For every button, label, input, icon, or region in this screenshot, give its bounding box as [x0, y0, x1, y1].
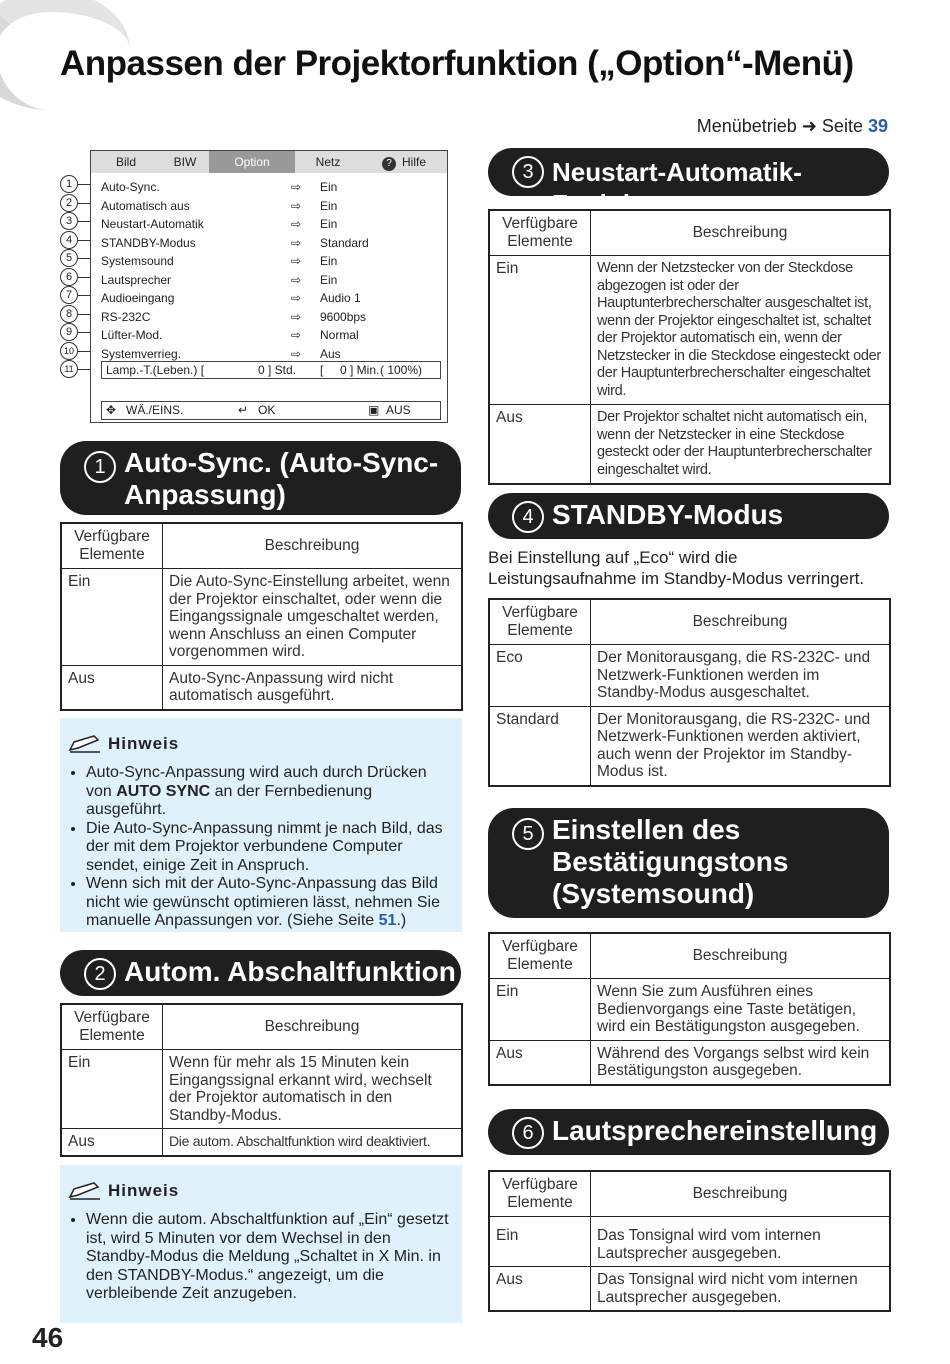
osd-row-standby[interactable]: STANDBY-Modus ⇨ Standard [101, 234, 441, 253]
menu-ref-page-label: Seite [821, 116, 863, 136]
osd-tab-option[interactable]: Option [209, 151, 295, 173]
standby-lead-text: Bei Einstellung auf „Eco“ wird die Leistungsaufnahme im Standby-Modus verringert. [488, 548, 865, 588]
arrow-right-icon: ⇨ [291, 217, 302, 231]
menu-ref-page-link[interactable]: 39 [867, 116, 888, 136]
arrow-right-icon: ⇨ [291, 235, 302, 250]
table-row: Eco Der Monitorausgang, die RS-232C- und Netzwerk-Funktionen werden im Standby-Modus ausgeschaltet. [489, 645, 890, 707]
arrow-right-icon: ⇨ [291, 309, 302, 324]
page-number: 46 [32, 1322, 64, 1353]
callout-4: 4 [60, 231, 100, 250]
arrow-right-icon: ⇨ [291, 328, 302, 342]
arrow-right-icon: ⇨ [291, 180, 302, 194]
note-auto-off [60, 1165, 462, 1323]
osd-row-fan-mode[interactable]: Lüfter-Mod. ⇨ Normal [101, 326, 441, 345]
arrow-right-icon: ⇨ [291, 254, 302, 268]
list-item: • Die Auto-Sync-Anpassung nimmt je nach Bild, das der mit dem Projektor verbundene Computer sendet, einige Zeit in Anspruch. [86, 820, 450, 876]
menu-reference [697, 116, 888, 137]
arrow-right-icon: ⇨ [291, 346, 302, 361]
osd-menu-screen [90, 150, 448, 423]
table-row: Aus Während des Vorgangs selbst wird kein Bestätigungston ausgegeben. [489, 1040, 890, 1085]
osd-row-auto-off[interactable]: Automatisch aus ⇨ Ein [101, 197, 441, 216]
table-speaker: Verfügbare Elemente Beschreibung Ein Das Tonsignal wird vom internen Lautsprecher ausgegeben. Aus Das Tonsignal wird nicht vom internen Lautsprecher ausgegeben. [488, 1170, 891, 1312]
pencil-icon [68, 1181, 102, 1201]
callout-1: 1 [60, 175, 100, 194]
table-row: Aus Die autom. Abschaltfunktion wird deaktiviert. [61, 1129, 462, 1156]
table-row: Ein Das Tonsignal wird vom internen Lautsprecher ausgegeben. [489, 1217, 890, 1267]
table-row: Ein Wenn Sie zum Ausführen eines Bedienvorgangs eine Taste betätigen, wird ein Bestätigungston ausgegeben. [489, 979, 890, 1041]
list-item: • Wenn die autom. Abschaltfunktion auf „Ein“ gesetzt ist, wird 5 Minuten vor dem Wechsel in den Standby-Modus die Meldung „Schaltet in X Min. in den STANDBY-Modus.“ angezeigt, um die verbleibende Zeit anzugeben. [86, 1211, 450, 1304]
section-header-systemsound: 5 Einstellen des Bestätigungstons (Systemsound) [488, 808, 889, 918]
enter-icon: ↵ [238, 403, 249, 417]
osd-menu-list [101, 178, 441, 363]
osd-lamp-timer: Lamp.-T.(Leben.) [ 0 ] Std. [ 0 ] Min. ( 100%) [101, 361, 441, 379]
callout-9: 9 [60, 323, 100, 342]
osd-tab-bar [91, 151, 447, 173]
osd-row-speaker[interactable]: Lautsprecher ⇨ Ein [101, 271, 441, 290]
osd-row-auto-sync[interactable]: Auto-Sync. ⇨ Ein [101, 178, 441, 197]
osd-row-auto-restart[interactable]: Neustart-Automatik ⇨ Ein [101, 215, 441, 234]
osd-tab-hilfe[interactable]: ? Hilfe [361, 151, 447, 173]
list-item: • Wenn sich mit der Auto-Sync-Anpassung das Bild nicht wie gewünscht optimieren lässt, nehmen Sie manuelle Anpassungen vor. (Siehe Seite 51.) [86, 875, 450, 931]
note-heading: Hinweis [68, 734, 450, 754]
section-header-auto-off: 2 Autom. Abschaltfunktion [60, 950, 461, 996]
callout-5: 5 [60, 249, 100, 268]
note-heading: Hinweis [68, 1181, 450, 1201]
move-arrows-icon: ✥ [106, 403, 117, 417]
page-title: Anpassen der Projektorfunktion („Option“-Menü) [60, 44, 854, 83]
osd-footer: ✥ WÄ./EINS. ↵ OK ▣ AUS [101, 401, 441, 420]
note-auto-sync [60, 718, 462, 932]
arrow-right-icon: ⇨ [291, 291, 302, 305]
osd-row-system-lock[interactable]: Systemverrieg. ⇨ Aus [101, 345, 441, 364]
callout-3: 3 [60, 212, 100, 231]
callout-6: 6 [60, 268, 100, 287]
osd-tab-netz[interactable]: Netz [295, 151, 361, 173]
osd-tab-biw[interactable]: BIW [161, 151, 209, 173]
table-systemsound: Verfügbare Elemente Beschreibung Ein Wenn Sie zum Ausführen eines Bedienvorgangs eine Taste betätigen, wird ein Bestätigungston ausgegeben. Aus Während des Vorgangs selbst wird kein Bestätigungston ausgegeben. [488, 932, 891, 1086]
callout-8: 8 [60, 305, 100, 324]
table-standby: Verfügbare Elemente Beschreibung Eco Der Monitorausgang, die RS-232C- und Netzwerk-Funktionen werden im Standby-Modus ausgeschaltet. Standard Der Monitorausgang, die RS-232C- und Netzwerk-Funktionen werden aktiviert, auch wenn der Projektor im Standby-Modus ist. [488, 598, 891, 787]
callout-2: 2 [60, 194, 100, 213]
osd-tab-bild[interactable]: Bild [91, 151, 161, 173]
osd-row-systemsound[interactable]: Systemsound ⇨ Ein [101, 252, 441, 271]
callout-10: 10 [60, 342, 100, 361]
table-auto-off: Verfügbare Elemente Beschreibung Ein Wenn für mehr als 15 Minuten kein Eingangssignal erkannt wird, wechselt der Projektor automatisch in den Standby-Modus. Aus Die autom. Abschaltfunktion wird deaktiviert. [60, 1003, 463, 1157]
menu-ref-text: Menübetrieb [696, 116, 797, 136]
pencil-icon [68, 734, 102, 754]
page-link[interactable]: 51 [378, 912, 397, 929]
table-row: Standard Der Monitorausgang, die RS-232C- und Netzwerk-Funktionen werden aktiviert, auch wenn der Projektor im Standby-Modus ist. [489, 706, 890, 786]
callout-7: 7 [60, 286, 100, 305]
help-icon: ? [382, 157, 396, 171]
arrow-right-icon: ⇨ [291, 198, 302, 213]
section-header-auto-sync: 1 Auto-Sync. (Auto-Sync-Anpassung) [60, 441, 461, 515]
table-row: Aus Der Projektor schaltet nicht automatisch ein, wenn der Netzstecker in eine Steckdose gesteckt oder der Hauptunterbrecherschalter eingeschaltet wird. [489, 405, 890, 485]
table-auto-sync: Verfügbare Elemente Beschreibung Ein Die Auto-Sync-Einstellung arbeitet, wenn der Projektor einschaltet, oder wenn die Eingangssignale umgeschaltet werden, wenn Anschluss an einen Computer vorgenommen wird. Aus Auto-Sync-Anpassung wird nicht automatisch ausgeführt. [60, 522, 463, 711]
callout-11: 11 [60, 360, 100, 379]
osd-row-rs232c[interactable]: RS-232C ⇨ 9600bps [101, 308, 441, 327]
table-row: Ein Wenn für mehr als 15 Minuten kein Eingangssignal erkannt wird, wechselt der Projektor automatisch in den Standby-Modus. [61, 1050, 462, 1129]
osd-row-audio-input[interactable]: Audioeingang ⇨ Audio 1 [101, 289, 441, 308]
section-header-speaker: 6 Lautsprechereinstellung [488, 1109, 889, 1155]
list-item: • Auto-Sync-Anpassung wird auch durch Drücken von AUTO SYNC an der Fernbedienung ausgeführt. [86, 764, 450, 820]
table-auto-restart: Verfügbare Elemente Beschreibung Ein Wenn der Netzstecker von der Steckdose abgezogen ist oder der Hauptunterbrecherschalter ausgeschaltet ist, wenn der Projektor eingeschaltet ist, schaltet der Projektor automatisch ein, wenn der Netzstecker in die Steckdose eingesteckt oder der Hauptunterbrecherschalter eingeschaltet wird. Aus Der Projektor schaltet nicht automatisch ein, wenn der Netzstecker in eine Steckdose gesteckt oder der Hauptunterbrecherschalter eingeschaltet wird. [488, 209, 891, 485]
arrow-right-icon: ⇨ [291, 272, 302, 287]
table-row: Aus Das Tonsignal wird nicht vom internen Lautsprecher ausgegeben. [489, 1267, 890, 1312]
return-icon: ▣ [368, 403, 380, 417]
arrow-right-icon: ➜ [801, 116, 817, 136]
table-row: Aus Auto-Sync-Anpassung wird nicht automatisch ausgeführt. [61, 665, 462, 710]
section-header-standby: 4 STANDBY-Modus [488, 493, 889, 539]
section-header-auto-restart: 3 Neustart-Automatik-Funktion [488, 148, 889, 196]
table-row: Ein Wenn der Netzstecker von der Steckdose abgezogen ist oder der Hauptunterbrecherschalter ausgeschaltet ist, wenn der Projektor eingeschaltet ist, schaltet der Projektor automatisch ein, wenn der Netzstecker in die Steckdose eingesteckt oder der Hauptunterbrecherschalter eingeschaltet wird. [489, 256, 890, 405]
table-row: Ein Die Auto-Sync-Einstellung arbeitet, wenn der Projektor einschaltet, oder wenn die Eingangssignale umgeschaltet werden, wenn Anschluss an einen Computer vorgenommen wird. [61, 569, 462, 666]
